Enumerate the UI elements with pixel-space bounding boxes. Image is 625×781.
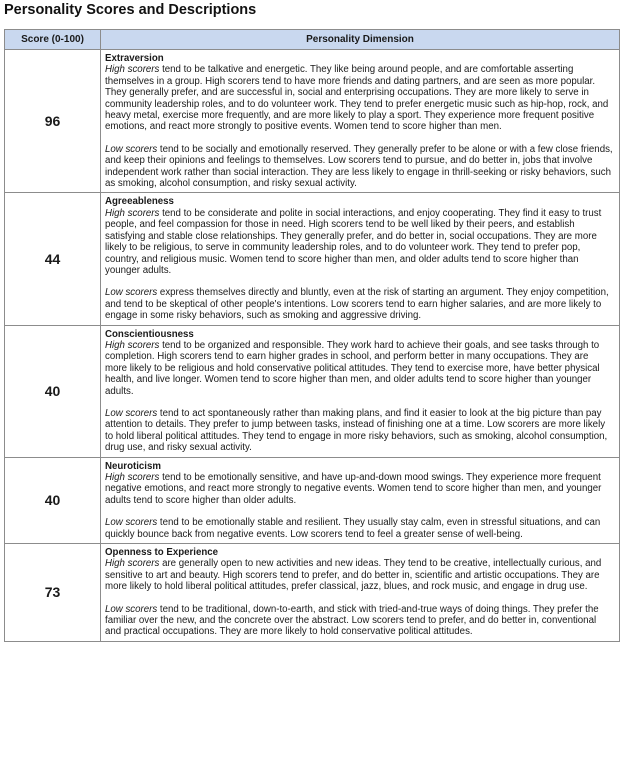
dimension-name: Conscientiousness [105, 328, 194, 340]
dimension-name: Neuroticism [105, 460, 161, 472]
score-cell: 44 [5, 193, 101, 325]
high-scorers-label: High scorers [105, 64, 160, 76]
low-scorers-label: Low scorers [105, 143, 158, 155]
low-scorers-paragraph [105, 604, 613, 638]
low-scorers-paragraph [105, 517, 613, 540]
high-scorers-text: tend to be organized and responsible. They work hard to achieve their goals, and see tasks through to completion. High scorers tend to earn higher grades in school, and perform better in many occupations. They are more likely to be religious and hold conservative political attitudes. They tend to exercise more, have better physical health, and live longer. Women tend to score higher than men, and older adults tend to score higher than younger adults. [105, 339, 600, 397]
low-scorers-paragraph [105, 287, 613, 321]
table-row [5, 544, 620, 642]
score-cell: 73 [5, 544, 101, 642]
dimension-name: Openness to Experience [105, 547, 219, 559]
high-scorers-paragraph [105, 64, 613, 132]
low-scorers-label: Low scorers [105, 407, 158, 419]
low-scorers-text: tend to be socially and emotionally reserved. They generally prefer to be alone or with a few close friends, and keep their opinions and feelings to themselves. Low scorers tend to pursue, and do better in, jobs that involve independent work rather than social interaction. They are less likely to engage in thrill-seeking or risky behaviors, such as smoking, alcohol consumption, and risky sexual activity. [105, 143, 613, 190]
page-title: Personality Scores and Descriptions [4, 2, 257, 18]
personality-table [4, 29, 620, 642]
dimension-cell [101, 544, 620, 642]
high-scorers-text: tend to be emotionally sensitive, and have up-and-down mood swings. They experience more frequent negative emotions, and react more strongly to negative events. Women tend to score higher than men, and younger adults tend to score higher than older adults. [105, 472, 602, 506]
low-scorers-text: tend to act spontaneously rather than making plans, and find it easier to look at the big picture than pay attention to details. They prefer to jump between tasks, instead of finishing one at a time. Low scorers are more likely to hold liberal political attitudes. They tend to engage in more risky behaviors, such as smoking, alcohol consumption, drug use, and risky sexual activity. [105, 407, 608, 454]
high-scorers-label: High scorers [105, 472, 160, 483]
score-column-header: Score (0-100) [5, 30, 101, 50]
low-scorers-text: tend to be traditional, down-to-earth, and stick with tried-and-true ways of doing things. They prefer the familiar over the new, and the concrete over the abstract. Low scorers tend to prefer, and do better in, conventional and practical occupations. They are more likely to hold conservative political attitudes. [105, 603, 599, 638]
low-scorers-label: Low scorers [105, 517, 158, 529]
score-cell: 40 [5, 457, 101, 543]
dimension-cell [101, 457, 620, 543]
low-scorers-label: Low scorers [105, 603, 158, 615]
high-scorers-paragraph [105, 208, 613, 276]
score-cell: 40 [5, 325, 101, 457]
high-scorers-label: High scorers [105, 207, 160, 219]
high-scorers-text: tend to be considerate and polite in social interactions, and enjoy cooperating. They find it easy to trust people, and feel compassion for those in need. High scorers tend to be well liked by their peers, and establish satisfying and stable close relationships. They generally prefer, and do better in, social occupations. They are more likely to be religious, to serve in community leadership roles, and to do volunteer work. They tend to prefer pop, country, and religious music. Women tend to score higher than men, and older adults tend to score higher than younger adults. [105, 207, 602, 276]
high-scorers-text: are generally open to new activities and new ideas. They tend to be creative, intellectually curious, and sensitive to art and beauty. High scorers tend to prefer, and do better in, scientific and artistic occupations. They are more likely to hold liberal political attitudes, prefer classical, jazz, blues, and rock music, and engage in drug use. [105, 558, 602, 593]
table-header-row [5, 30, 620, 50]
dimension-name: Extraversion [105, 53, 164, 64]
table-row [5, 193, 620, 325]
low-scorers-text: express themselves directly and bluntly, even at the risk of starting an argument. They enjoy competition, and tend to be skeptical of other people's intentions. Low scorers tend to earn higher salaries, and are more likely to engage in some risky behaviors, such as smoking and aggressive driving. [105, 287, 609, 322]
high-scorers-paragraph [105, 340, 613, 397]
low-scorers-label: Low scorers [105, 287, 158, 299]
dimension-cell [101, 50, 620, 193]
high-scorers-text: tend to be talkative and energetic. They like being around people, and are comfortable asserting themselves in a group. High scorers tend to have more friends and dating partners, and are seen as more popular. They generally prefer, and are successful in, social and enterprising occupations. They are more likely to serve in community leadership roles, and to do volunteer work. They tend to prefer energetic music such as hip-hop, rock, and heavy metal, exercise more frequently, and are more likely to play a sport. They experience more frequent positive emotions, and react more strongly to positive events. Women tend to score higher than men. [105, 64, 609, 133]
dimension-cell [101, 325, 620, 457]
table-row [5, 457, 620, 543]
dimension-cell [101, 193, 620, 325]
low-scorers-text: tend to be emotionally stable and resilient. They usually stay calm, even in stressful situations, and can quickly bounce back from negative events. Low scorers tend to feel a greater sense of well-being. [105, 517, 601, 540]
score-cell: 96 [5, 50, 101, 193]
high-scorers-label: High scorers [105, 339, 160, 351]
high-scorers-paragraph [105, 558, 613, 592]
high-scorers-paragraph [105, 472, 613, 506]
low-scorers-paragraph [105, 144, 613, 190]
dimension-column-header: Personality Dimension [101, 30, 620, 50]
high-scorers-label: High scorers [105, 558, 160, 570]
table-row [5, 50, 620, 193]
dimension-name: Agreeableness [105, 196, 174, 208]
table-row [5, 325, 620, 457]
low-scorers-paragraph [105, 408, 613, 454]
